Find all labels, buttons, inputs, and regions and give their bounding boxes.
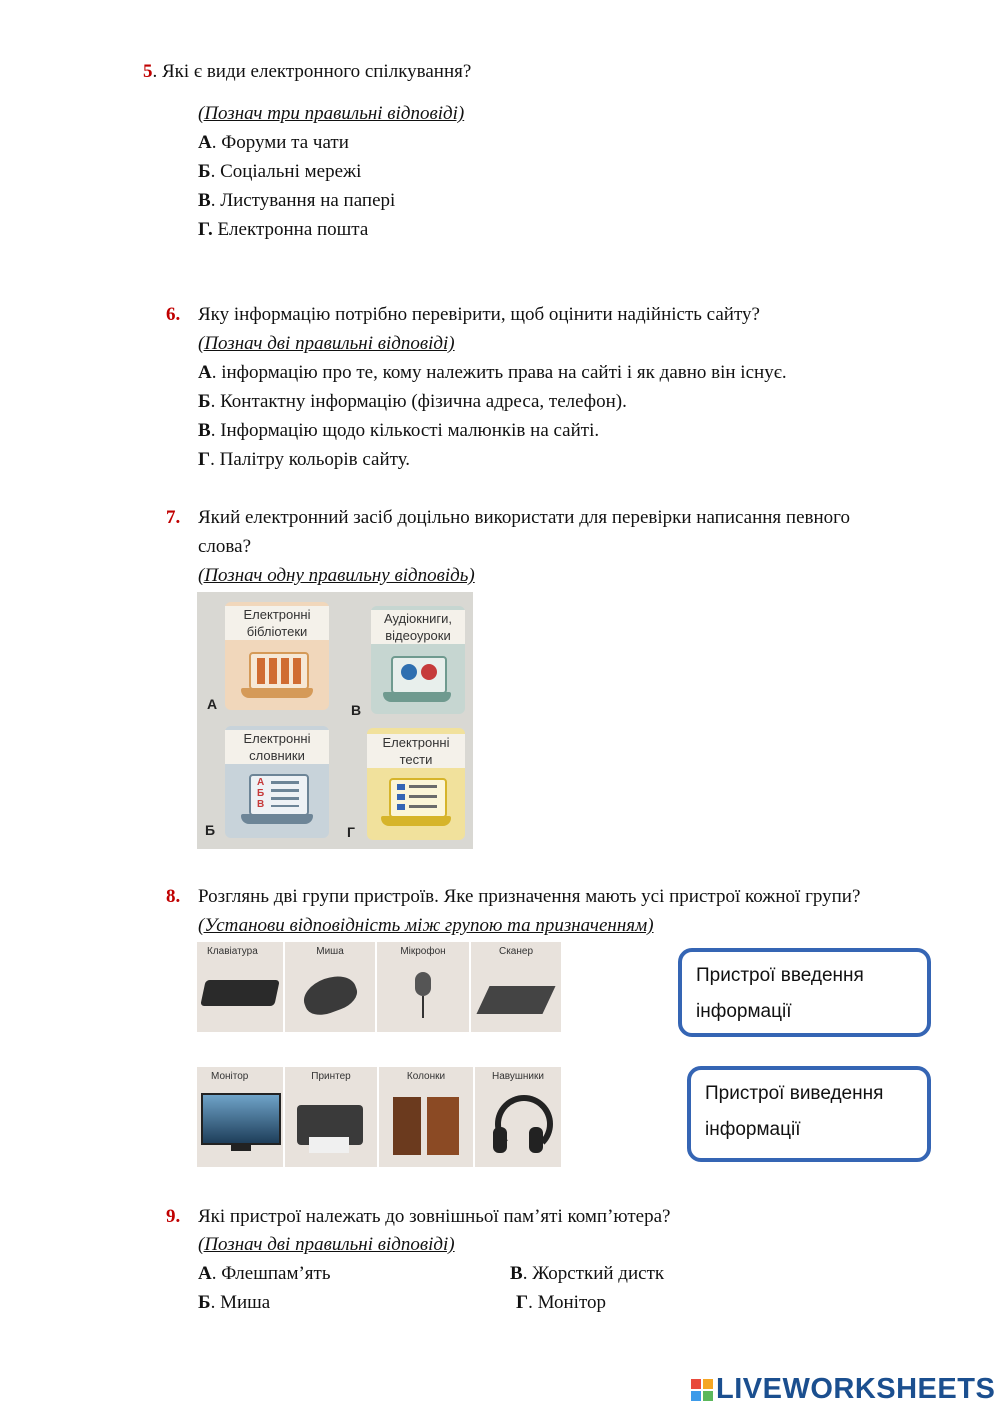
q9-option-g[interactable] [516, 1291, 606, 1315]
option-text: . інформацію про те, кому належить права на сайті і як давно він існує. [211, 362, 787, 383]
option-text: Електронна пошта [212, 219, 369, 240]
q6-option-v[interactable] [198, 419, 599, 443]
laptop-base-icon [241, 814, 313, 824]
tile-label: Клавіатура [207, 946, 258, 957]
paper-icon [309, 1137, 349, 1153]
card-corner-g: Г [347, 824, 355, 840]
option-letter: Г [198, 449, 211, 470]
option-text: . Контактну інформацію (фізична адреса, телефон). [210, 391, 627, 412]
q9-option-v[interactable] [510, 1262, 664, 1286]
box-line1: Пристрої виведення [705, 1083, 884, 1104]
abc-letter: В [257, 799, 265, 810]
earcup-left-icon [493, 1127, 507, 1153]
audio-icon [401, 664, 417, 680]
scanner-icon [476, 986, 555, 1014]
q6-number: 6. [166, 304, 181, 325]
option-letter: Б [198, 161, 211, 182]
tile-keyboard[interactable] [197, 942, 285, 1032]
card-title [371, 610, 465, 644]
q7-question-line2: слова? [198, 536, 252, 557]
tile-label: Мікрофон [400, 946, 446, 957]
tile-label: Принтер [311, 1071, 351, 1082]
laptop-icon [249, 774, 309, 816]
option-letter: А [198, 132, 212, 153]
q7-question-line1: Який електронний засіб доцільно використати для перевірки написання певного [198, 507, 850, 528]
speaker-left-icon [393, 1097, 421, 1155]
q5-option-a[interactable] [198, 131, 349, 155]
laptop-base-icon [381, 816, 451, 826]
earcup-right-icon [529, 1127, 543, 1153]
tile-label: Монітор [211, 1071, 249, 1082]
card-corner-b: Б [205, 822, 216, 838]
text-lines-icon [271, 781, 299, 807]
q5-option-v[interactable] [198, 189, 395, 213]
q9-question: Які пристрої належать до зовнішньої пам’яті комп’ютера? [198, 1206, 671, 1227]
books-grid-icon [257, 658, 301, 684]
mic-stand-icon [422, 996, 424, 1018]
monitor-stand-icon [231, 1143, 251, 1151]
laptop-base-icon [241, 688, 313, 698]
option-letter: А [198, 362, 212, 383]
box-line2: інформації [696, 1001, 792, 1022]
option-letter: А [198, 1263, 212, 1284]
card-e-dictionaries[interactable] [225, 726, 329, 838]
card-corner-a: А [207, 696, 218, 712]
liveworksheets-logo-icon [691, 1379, 713, 1401]
q9-instruction: (Познач дві правильні відповіді) [198, 1234, 455, 1255]
device-group-output [197, 1067, 561, 1167]
tile-label: Сканер [498, 946, 534, 957]
monitor-icon [201, 1093, 281, 1145]
mouse-icon [299, 970, 361, 1020]
q5-option-g[interactable] [198, 218, 368, 242]
laptop-base-icon [383, 692, 451, 702]
tile-label: Колонки [406, 1071, 446, 1082]
tile-microphone[interactable] [377, 942, 471, 1032]
answer-box-input-devices[interactable] [678, 948, 931, 1037]
box-line1: Пристрої введення [696, 965, 864, 986]
q9-number: 9. [166, 1206, 181, 1227]
card-title [225, 730, 329, 764]
option-text: . Інформацію щодо кількості малюнків на сайті. [210, 420, 600, 441]
option-text: . Листування на папері [210, 190, 396, 211]
text-lines-icon [409, 785, 437, 809]
card-e-libraries[interactable] [225, 602, 329, 710]
abc-letter: Б [257, 788, 265, 799]
q6-option-g[interactable] [198, 448, 410, 472]
tile-headphones[interactable] [475, 1067, 561, 1167]
card-audiobooks[interactable] [371, 606, 465, 714]
q8-instruction: (Установи відповідність між групою та призначенням) [198, 915, 654, 936]
card-title-line1: Електронні [243, 731, 311, 746]
liveworksheets-logo[interactable]: LIVEWORKSHEETS [716, 1373, 996, 1405]
q5-instruction: (Познач три правильні відповіді) [198, 103, 465, 124]
card-title-line1: Електронні [243, 607, 311, 622]
q9-option-b[interactable] [198, 1291, 270, 1315]
q6-question: Яку інформацію потрібно перевірити, щоб оцінити надійність сайту? [198, 304, 760, 325]
option-letter: В [198, 190, 211, 211]
card-title-line2: відеоуроки [385, 628, 451, 643]
option-letter: В [198, 420, 211, 441]
card-title-line1: Аудіокниги, [383, 611, 453, 626]
q5-number: 5 [143, 61, 153, 82]
microphone-icon [415, 972, 431, 996]
q8-question: Розглянь дві групи пристроїв. Яке призначення мають усі пристрої кожної групи? [198, 886, 861, 907]
q5-option-b[interactable] [198, 160, 361, 184]
keyboard-icon [200, 980, 280, 1006]
option-letter: Б [198, 391, 211, 412]
option-letter: Г [516, 1292, 529, 1313]
box-line2: інформації [705, 1119, 801, 1140]
speaker-right-icon [427, 1097, 459, 1155]
tile-mouse[interactable] [285, 942, 377, 1032]
tile-scanner[interactable] [471, 942, 563, 1032]
option-letter: В [510, 1263, 523, 1284]
q9-option-a[interactable] [198, 1262, 331, 1286]
q6-option-b[interactable] [198, 390, 627, 414]
card-title-line1: Електронні [382, 735, 450, 750]
device-group-input [197, 942, 561, 1032]
q6-instruction: (Познач дві правильні відповіді) [198, 333, 455, 354]
option-text: . Жорсткий дистк [522, 1263, 665, 1284]
laptop-icon [389, 778, 447, 818]
checkbox-icon [397, 784, 405, 810]
option-text: . Форуми та чати [211, 132, 349, 153]
card-title-line2: словники [249, 748, 305, 763]
option-text: . Миша [210, 1292, 271, 1313]
card-e-tests[interactable] [367, 728, 465, 840]
card-title-line2: бібліотеки [246, 624, 308, 639]
q5-question: . Які є види електронного спілкування? [152, 61, 472, 82]
q6-option-a[interactable] [198, 361, 787, 385]
option-letter: Б [198, 1292, 211, 1313]
q7-image-panel [197, 592, 473, 849]
card-corner-v: В [351, 702, 362, 718]
tile-speakers[interactable] [379, 1067, 475, 1167]
option-text: . Палітру кольорів сайту. [210, 449, 411, 470]
tile-monitor[interactable] [197, 1067, 285, 1167]
option-letter: Г. [198, 219, 213, 240]
option-text: . Соціальні мережі [210, 161, 362, 182]
q8-number: 8. [166, 886, 181, 907]
option-text: . Флешпам’ять [211, 1263, 331, 1284]
card-title-line2: тести [399, 752, 433, 767]
option-text: . Монітор [528, 1292, 607, 1313]
answer-box-output-devices[interactable] [687, 1066, 931, 1162]
tile-printer[interactable] [285, 1067, 379, 1167]
q5-question-line [143, 60, 471, 84]
laptop-icon [391, 656, 447, 694]
q7-number: 7. [166, 507, 181, 528]
tile-label: Миша [316, 946, 344, 957]
abc-letters [257, 777, 264, 810]
card-title [367, 734, 465, 768]
video-icon [421, 664, 437, 680]
laptop-icon [249, 652, 309, 690]
tile-label: Навушники [492, 1071, 544, 1082]
abc-letter: А [257, 777, 265, 788]
q7-instruction: (Познач одну правильну відповідь) [198, 565, 475, 586]
card-title [225, 606, 329, 640]
